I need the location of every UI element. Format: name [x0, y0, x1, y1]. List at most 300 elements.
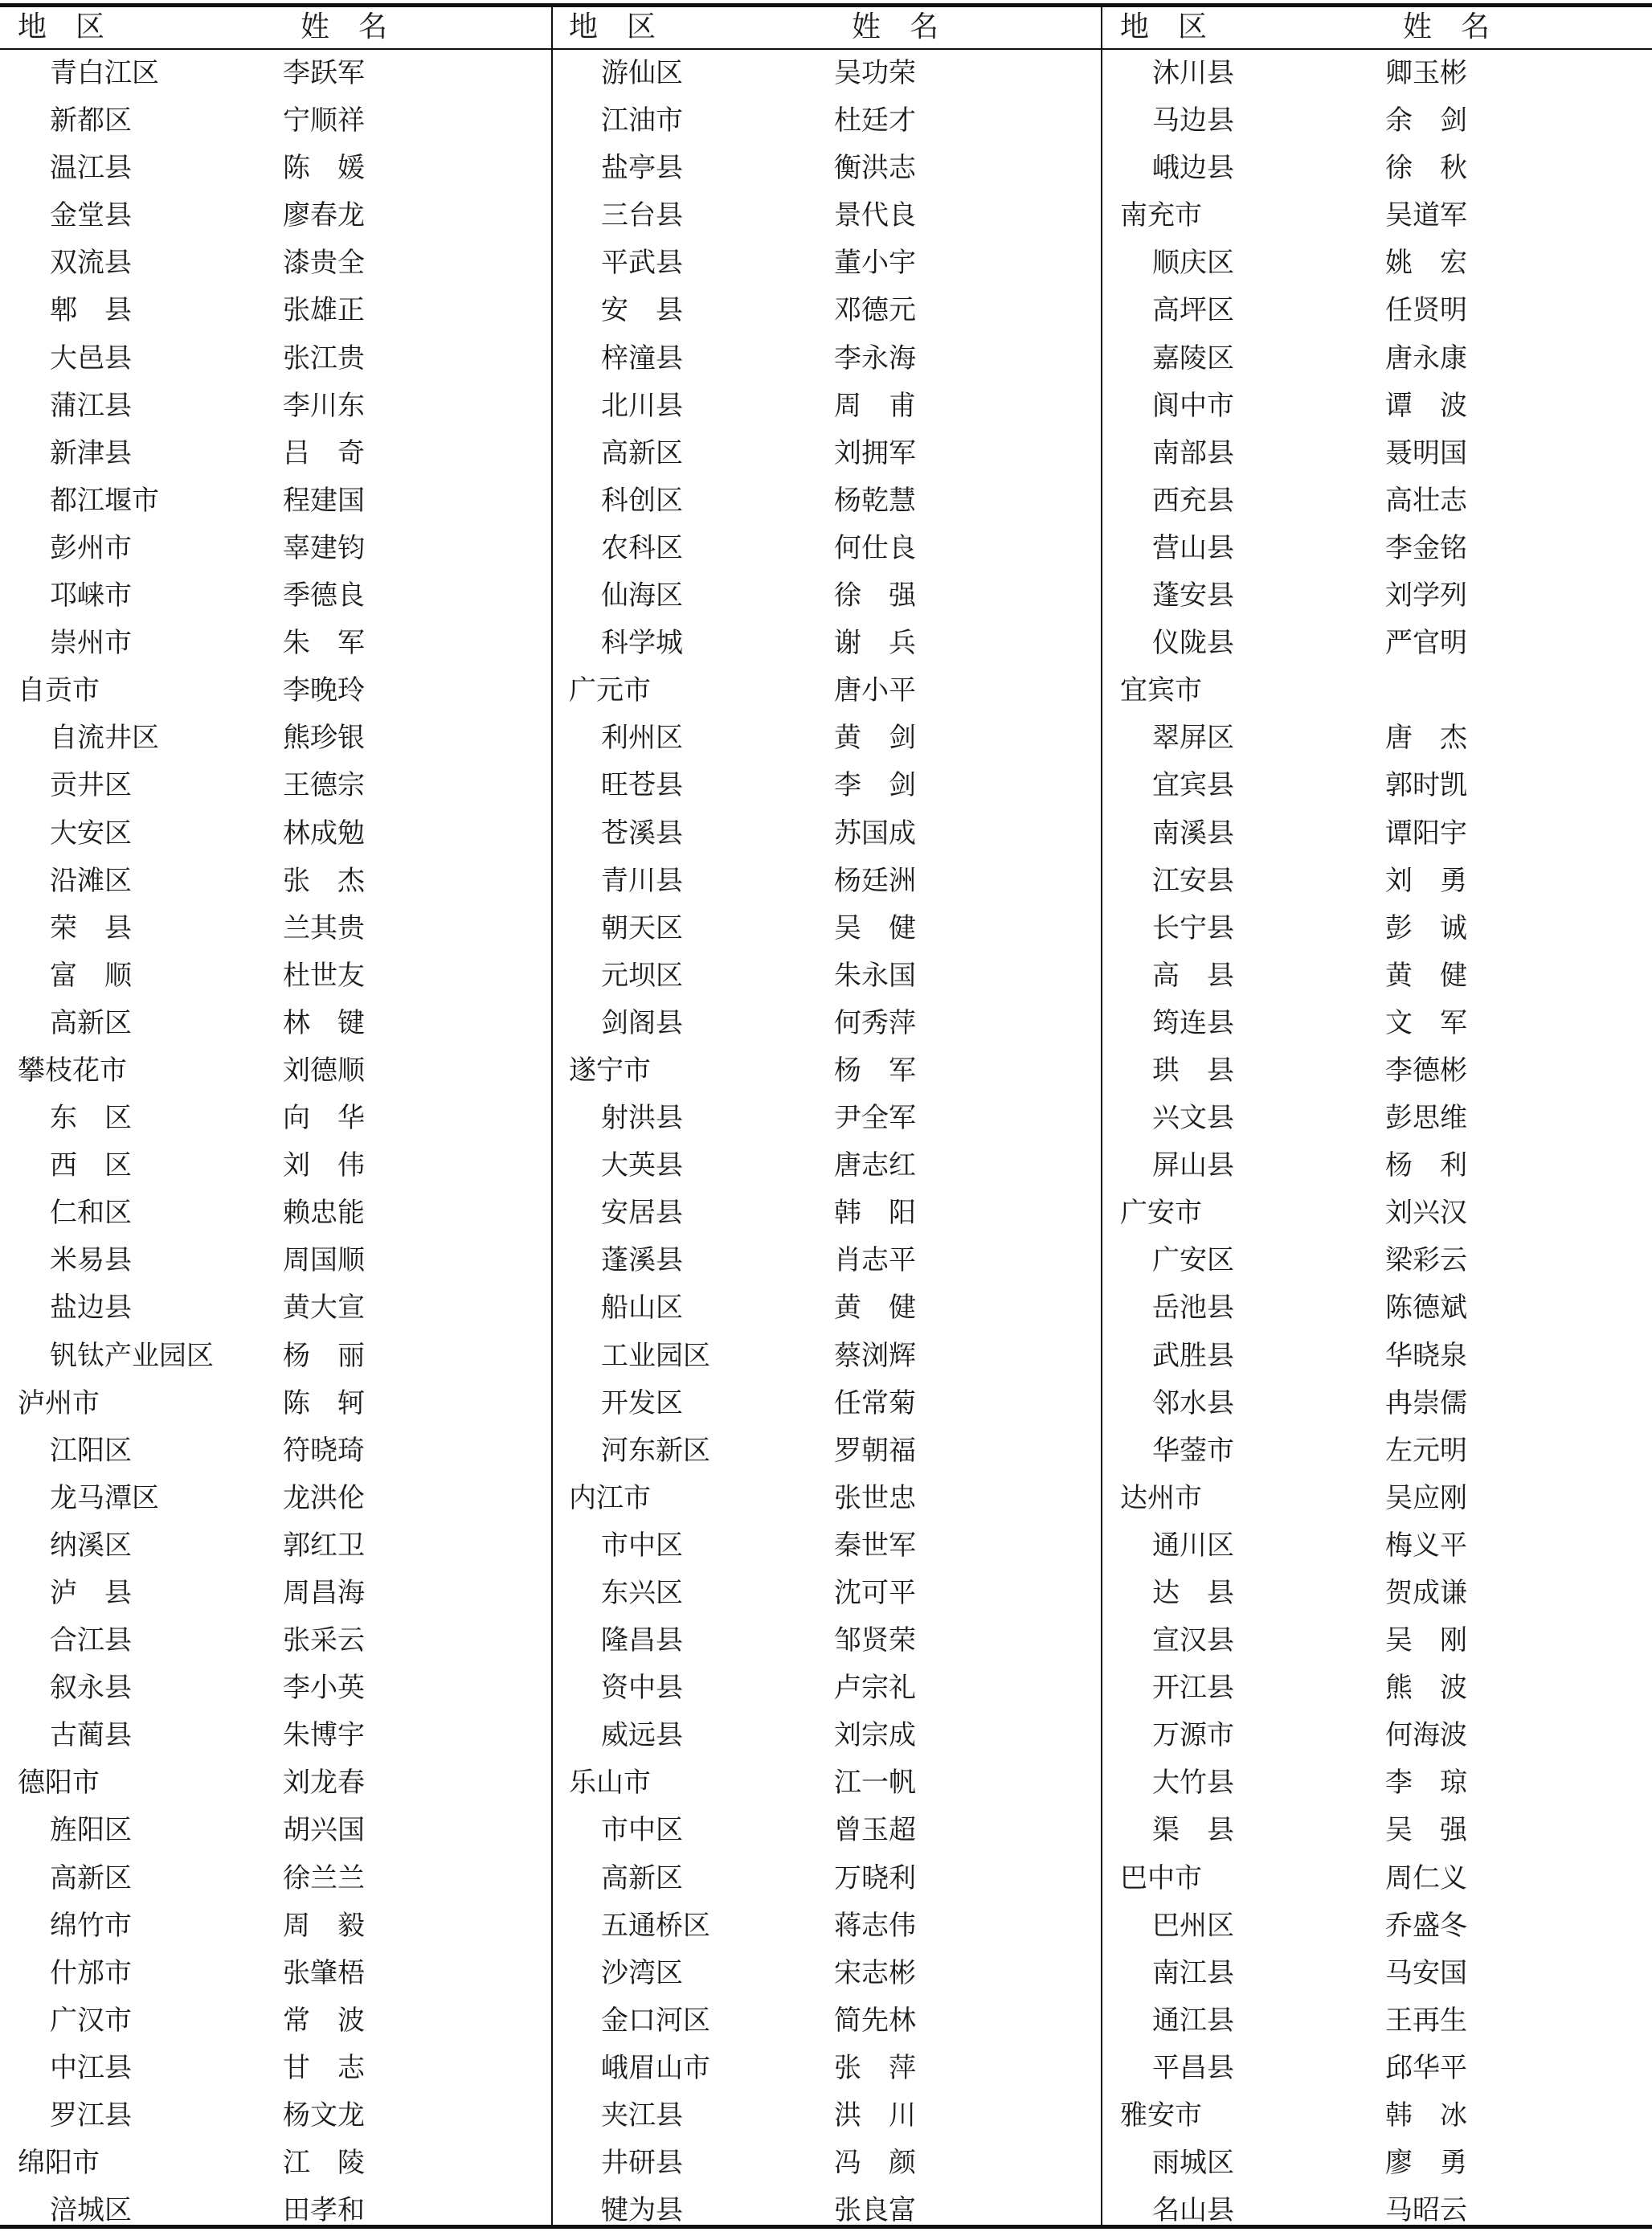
table-row — [551, 97, 1101, 145]
area-name: 峨边县 — [1152, 152, 1234, 185]
table-row — [551, 1665, 1101, 1712]
area-name: 筠连县 — [1152, 1006, 1234, 1039]
area-name: 渠 县 — [1152, 1814, 1234, 1847]
area-name: 开江县 — [1152, 1672, 1234, 1705]
area-name: 大邑县 — [50, 342, 132, 375]
table-row — [0, 1902, 550, 1950]
area-name: 阆中市 — [1152, 389, 1234, 422]
person-name: 郭时凯 — [1385, 769, 1467, 802]
area-name: 开发区 — [601, 1386, 683, 1419]
person-name: 黄 健 — [834, 1292, 916, 1325]
area-name: 达 县 — [1152, 1577, 1234, 1609]
person-name: 向 华 — [283, 1102, 365, 1135]
table-row — [0, 145, 550, 192]
person-name: 陈 媛 — [283, 152, 365, 185]
person-name: 马昭云 — [1385, 2194, 1467, 2227]
area-name: 荣 县 — [50, 911, 132, 944]
area-name: 农科区 — [601, 531, 683, 564]
area-name: 古蔺县 — [50, 1719, 132, 1752]
table-row — [551, 1237, 1101, 1284]
table-row — [0, 2092, 550, 2140]
person-name: 邱华平 — [1385, 2051, 1467, 2084]
area-name: 雅安市 — [1120, 2099, 1202, 2132]
area-name: 通江县 — [1152, 2004, 1234, 2037]
area-name: 名山县 — [1152, 2194, 1234, 2227]
table-row — [551, 2187, 1101, 2234]
table-row — [0, 477, 550, 525]
person-name: 左元明 — [1385, 1434, 1467, 1467]
table-row — [0, 192, 550, 240]
area-name: 青白江区 — [50, 57, 159, 89]
table-row — [551, 1807, 1101, 1854]
person-name: 张雄正 — [283, 294, 365, 327]
table-row — [1102, 715, 1652, 762]
person-name: 谢 兵 — [834, 627, 916, 660]
table-row — [0, 287, 550, 334]
person-name: 李晚玲 — [283, 674, 365, 707]
area-name: 贡井区 — [50, 769, 132, 802]
city-row — [0, 1759, 550, 1807]
area-name: 邛崃市 — [50, 579, 132, 612]
person-name: 黄大宣 — [283, 1292, 365, 1325]
table-row — [0, 715, 550, 762]
table-row — [551, 1333, 1101, 1380]
area-name: 江油市 — [601, 104, 683, 137]
person-name: 徐兰兰 — [283, 1861, 365, 1894]
area-name: 自贡市 — [18, 674, 100, 707]
area-name: 东 区 — [50, 1102, 132, 1135]
person-name: 梅义平 — [1385, 1529, 1467, 1562]
person-name: 李德彬 — [1385, 1054, 1467, 1087]
city-row — [1102, 192, 1652, 240]
area-name: 旌阳区 — [50, 1814, 132, 1847]
table-row — [0, 810, 550, 858]
person-name: 杜廷才 — [834, 104, 916, 137]
area-name: 大安区 — [50, 817, 132, 850]
person-name: 蒋志伟 — [834, 1909, 916, 1942]
person-name: 吴应刚 — [1385, 1481, 1467, 1514]
person-name: 杜世友 — [283, 959, 365, 992]
area-name: 南部县 — [1152, 436, 1234, 469]
area-name: 西充县 — [1152, 484, 1234, 517]
area-name: 巴中市 — [1120, 1861, 1202, 1894]
area-name: 沙湾区 — [601, 1956, 683, 1989]
area-name: 华蓥市 — [1152, 1434, 1234, 1467]
table-row — [551, 2092, 1101, 2140]
person-name: 唐志红 — [834, 1149, 916, 1182]
table-row — [1102, 240, 1652, 287]
person-name: 徐 秋 — [1385, 152, 1467, 185]
table-row — [0, 905, 550, 952]
person-name: 乔盛冬 — [1385, 1909, 1467, 1942]
table-row — [0, 620, 550, 667]
table-row — [1102, 905, 1652, 952]
table-row — [1102, 383, 1652, 430]
table-row — [551, 1950, 1101, 1997]
area-name: 资中县 — [601, 1672, 683, 1705]
person-name: 沈可平 — [834, 1577, 916, 1609]
area-name: 崇州市 — [50, 627, 132, 660]
person-name: 刘兴汉 — [1385, 1197, 1467, 1230]
area-name: 大英县 — [601, 1149, 683, 1182]
area-name: 绵阳市 — [18, 2147, 100, 2180]
area-name: 德阳市 — [18, 1767, 100, 1800]
area-name: 安居县 — [601, 1197, 683, 1230]
area-name: 纳溪区 — [50, 1529, 132, 1562]
area-name: 平昌县 — [1152, 2051, 1234, 2084]
table-row — [1102, 2187, 1652, 2234]
area-name: 青川县 — [601, 864, 683, 897]
person-name: 周昌海 — [283, 1577, 365, 1609]
table-row — [0, 1712, 550, 1759]
person-name: 尹全军 — [834, 1102, 916, 1135]
person-name: 姚 宏 — [1385, 247, 1467, 280]
person-name: 刘 勇 — [1385, 864, 1467, 897]
header-name: 姓 名 — [301, 10, 388, 43]
area-name: 都江堰市 — [50, 484, 159, 517]
area-name: 江阳区 — [50, 1434, 132, 1467]
person-name: 谭 波 — [1385, 389, 1467, 422]
person-name: 张肇梧 — [283, 1956, 365, 1989]
table-row — [551, 145, 1101, 192]
person-name: 邓德元 — [834, 294, 916, 327]
area-name: 南充市 — [1120, 199, 1202, 232]
area-name: 金堂县 — [50, 199, 132, 232]
table-row — [551, 1427, 1101, 1475]
person-name: 景代良 — [834, 199, 916, 232]
person-name: 华晓泉 — [1385, 1339, 1467, 1372]
person-name: 李川东 — [283, 389, 365, 422]
area-name: 蓬溪县 — [601, 1244, 683, 1277]
area-name: 合江县 — [50, 1624, 132, 1657]
table-row — [0, 572, 550, 620]
table-row — [0, 858, 550, 905]
area-name: 广安区 — [1152, 1244, 1234, 1277]
area-name: 泸州市 — [18, 1386, 100, 1419]
area-name: 盐亭县 — [601, 152, 683, 185]
person-name: 熊珍银 — [283, 722, 365, 755]
table-row — [551, 1000, 1101, 1047]
area-name: 宜宾市 — [1120, 674, 1202, 707]
person-name: 彭思维 — [1385, 1102, 1467, 1135]
table-row — [551, 715, 1101, 762]
person-name: 张世忠 — [834, 1481, 916, 1514]
city-row — [551, 1759, 1101, 1807]
city-row — [1102, 1190, 1652, 1237]
area-name: 高 县 — [1152, 959, 1234, 992]
person-name: 韩 冰 — [1385, 2099, 1467, 2132]
table-row — [551, 1380, 1101, 1427]
area-name: 船山区 — [601, 1292, 683, 1325]
area-name: 平武县 — [601, 247, 683, 280]
table-row — [1102, 477, 1652, 525]
table-row — [551, 383, 1101, 430]
area-name: 兴文县 — [1152, 1102, 1234, 1135]
table-row — [551, 952, 1101, 1000]
person-name: 朱永国 — [834, 959, 916, 992]
area-name: 射洪县 — [601, 1102, 683, 1135]
city-row — [1102, 2092, 1652, 2140]
person-name: 何仕良 — [834, 531, 916, 564]
person-name: 熊 波 — [1385, 1672, 1467, 1705]
city-row — [0, 667, 550, 715]
table-row — [551, 1095, 1101, 1142]
area-name: 蒲江县 — [50, 389, 132, 422]
table-row — [1102, 1997, 1652, 2045]
person-name: 李 琼 — [1385, 1767, 1467, 1800]
person-name: 唐 杰 — [1385, 722, 1467, 755]
person-name: 李 剑 — [834, 769, 916, 802]
table-row — [0, 1855, 550, 1902]
person-name: 卿玉彬 — [1385, 57, 1467, 89]
person-name: 文 军 — [1385, 1006, 1467, 1039]
area-name: 市中区 — [601, 1814, 683, 1847]
person-name: 张采云 — [283, 1624, 365, 1657]
area-name: 高坪区 — [1152, 294, 1234, 327]
area-name: 广安市 — [1120, 1197, 1202, 1230]
area-name: 泸 县 — [50, 1577, 132, 1609]
table-row — [551, 1997, 1101, 2045]
table-row — [0, 1190, 550, 1237]
area-name: 富 顺 — [50, 959, 132, 992]
table-row — [0, 50, 550, 97]
person-name: 周 甫 — [834, 389, 916, 422]
table-row — [0, 240, 550, 287]
person-name: 韩 阳 — [834, 1197, 916, 1230]
person-name: 蔡浏辉 — [834, 1339, 916, 1372]
person-name: 梁彩云 — [1385, 1244, 1467, 1277]
area-name: 内江市 — [569, 1481, 651, 1514]
person-name: 宁顺祥 — [283, 104, 365, 137]
person-name: 田孝和 — [283, 2194, 365, 2227]
area-name: 梓潼县 — [601, 342, 683, 375]
person-name: 王德宗 — [283, 769, 365, 802]
person-name: 何海波 — [1385, 1719, 1467, 1752]
header-name: 姓 名 — [852, 10, 939, 43]
area-name: 广汉市 — [50, 2004, 132, 2037]
header-area: 地 区 — [569, 10, 656, 43]
person-name: 程建国 — [283, 484, 365, 517]
table-row — [0, 952, 550, 1000]
area-name: 工业园区 — [601, 1339, 710, 1372]
person-name: 张 萍 — [834, 2051, 916, 2084]
table-row — [0, 1570, 550, 1617]
area-name: 高新区 — [50, 1861, 132, 1894]
table-row — [1102, 1759, 1652, 1807]
table-row — [0, 1237, 550, 1284]
header-area: 地 区 — [18, 10, 105, 43]
area-name: 郫 县 — [50, 294, 132, 327]
table-row — [1102, 145, 1652, 192]
table-row — [1102, 335, 1652, 383]
table-row — [551, 1570, 1101, 1617]
table-row — [0, 762, 550, 809]
table-row — [1102, 1427, 1652, 1475]
table-row — [1102, 810, 1652, 858]
area-name: 屏山县 — [1152, 1149, 1234, 1182]
person-name: 李跃军 — [283, 57, 365, 89]
area-name: 遂宁市 — [569, 1054, 651, 1087]
person-name: 陈 轲 — [283, 1386, 365, 1419]
person-name: 卢宗礼 — [834, 1672, 916, 1705]
area-name: 东兴区 — [601, 1577, 683, 1609]
area-name: 长宁县 — [1152, 911, 1234, 944]
area-name: 绵竹市 — [50, 1909, 132, 1942]
person-name: 陈德斌 — [1385, 1292, 1467, 1325]
table-row — [1102, 2140, 1652, 2187]
area-name: 广元市 — [569, 674, 651, 707]
area-name: 通川区 — [1152, 1529, 1234, 1562]
person-name: 张良富 — [834, 2194, 916, 2227]
header-name: 姓 名 — [1403, 10, 1490, 43]
person-name: 廖春龙 — [283, 199, 365, 232]
area-name: 沿滩区 — [50, 864, 132, 897]
table-row — [0, 1475, 550, 1522]
person-name: 周 毅 — [283, 1909, 365, 1942]
area-name: 安 县 — [601, 294, 683, 327]
city-row — [1102, 1475, 1652, 1522]
person-name: 聂明国 — [1385, 436, 1467, 469]
header-area: 地 区 — [1120, 10, 1208, 43]
area-name: 苍溪县 — [601, 817, 683, 850]
table-row — [551, 762, 1101, 809]
person-name: 季德良 — [283, 579, 365, 612]
area-name: 岳池县 — [1152, 1292, 1234, 1325]
table-row — [0, 1095, 550, 1142]
person-name: 杨 军 — [834, 1054, 916, 1087]
area-name: 盐边县 — [50, 1292, 132, 1325]
person-name: 刘德顺 — [283, 1054, 365, 1087]
table-row — [0, 1284, 550, 1332]
area-name: 金口河区 — [601, 2004, 710, 2037]
area-name: 雨城区 — [1152, 2147, 1234, 2180]
area-name: 万源市 — [1152, 1719, 1234, 1752]
person-name: 刘 伟 — [283, 1149, 365, 1182]
person-name: 吴功荣 — [834, 57, 916, 89]
table-row — [551, 1522, 1101, 1570]
area-name: 巴州区 — [1152, 1909, 1234, 1942]
table-row — [0, 335, 550, 383]
rows — [0, 50, 550, 2234]
person-name: 江 陵 — [283, 2147, 365, 2180]
person-name: 胡兴国 — [283, 1814, 365, 1847]
city-row — [1102, 667, 1652, 715]
person-name: 符晓琦 — [283, 1434, 365, 1467]
table-row — [551, 2140, 1101, 2187]
table-row — [1102, 952, 1652, 1000]
area-name: 大竹县 — [1152, 1767, 1234, 1800]
table-row — [0, 525, 550, 572]
table-row — [1102, 97, 1652, 145]
area-name: 涪城区 — [50, 2194, 132, 2227]
table-row — [0, 430, 550, 477]
city-row — [0, 1047, 550, 1095]
person-name: 肖志平 — [834, 1244, 916, 1277]
table-row — [551, 240, 1101, 287]
person-name: 严官明 — [1385, 627, 1467, 660]
area-name: 沐川县 — [1152, 57, 1234, 89]
table-row — [1102, 620, 1652, 667]
person-name: 刘宗成 — [834, 1719, 916, 1752]
table-row — [551, 1855, 1101, 1902]
city-row — [0, 1380, 550, 1427]
person-name: 高壮志 — [1385, 484, 1467, 517]
person-name: 贺成谦 — [1385, 1577, 1467, 1609]
table-row — [551, 430, 1101, 477]
person-name: 龙洪伦 — [283, 1481, 365, 1514]
table-row — [551, 50, 1101, 97]
table-row — [0, 1000, 550, 1047]
rows — [551, 50, 1101, 2234]
person-name: 漆贵全 — [283, 247, 365, 280]
table-row — [0, 1333, 550, 1380]
person-name: 邹贤荣 — [834, 1624, 916, 1657]
city-row — [551, 1475, 1101, 1522]
table-row — [551, 858, 1101, 905]
person-name: 林成勉 — [283, 817, 365, 850]
table-row — [1102, 1807, 1652, 1854]
area-name: 米易县 — [50, 1244, 132, 1277]
area-name: 仁和区 — [50, 1197, 132, 1230]
city-row — [551, 667, 1101, 715]
table-row — [1102, 1047, 1652, 1095]
area-name: 自流井区 — [50, 722, 159, 755]
area-name: 钒钛产业园区 — [50, 1339, 214, 1372]
area-name: 北川县 — [601, 389, 683, 422]
area-name: 什邡市 — [50, 1956, 132, 1989]
table-row — [551, 1142, 1101, 1190]
person-name: 杨廷洲 — [834, 864, 916, 897]
person-name: 刘拥军 — [834, 436, 916, 469]
area-name: 五通桥区 — [601, 1909, 710, 1942]
table-row — [1102, 1000, 1652, 1047]
area-name: 罗江县 — [50, 2099, 132, 2132]
area-name: 南溪县 — [1152, 817, 1234, 850]
table-row — [0, 97, 550, 145]
table-row — [551, 810, 1101, 858]
person-name: 万晓利 — [834, 1861, 916, 1894]
city-row — [0, 2140, 550, 2187]
person-name: 余 剑 — [1385, 104, 1467, 137]
person-name: 杨 丽 — [283, 1339, 365, 1372]
area-name: 叙永县 — [50, 1672, 132, 1705]
area-name: 游仙区 — [601, 57, 683, 89]
person-name: 朱 军 — [283, 627, 365, 660]
table-row — [1102, 762, 1652, 809]
city-row — [1102, 1855, 1652, 1902]
area-name: 仙海区 — [601, 579, 683, 612]
person-name: 谭阳宇 — [1385, 817, 1467, 850]
person-name: 李小英 — [283, 1672, 365, 1705]
table-row — [1102, 1902, 1652, 1950]
table-row — [551, 905, 1101, 952]
area-name: 翠屏区 — [1152, 722, 1234, 755]
area-name: 科学城 — [601, 627, 683, 660]
person-name: 吴 强 — [1385, 1814, 1467, 1847]
area-name: 井研县 — [601, 2147, 683, 2180]
area-name: 峨眉山市 — [601, 2051, 710, 2084]
area-name: 攀枝花市 — [18, 1054, 127, 1087]
person-name: 周国顺 — [283, 1244, 365, 1277]
person-name: 吴 健 — [834, 911, 916, 944]
area-name: 新都区 — [50, 104, 132, 137]
table-row — [551, 1190, 1101, 1237]
area-name: 嘉陵区 — [1152, 342, 1234, 375]
table-row — [0, 383, 550, 430]
person-name: 赖忠能 — [283, 1197, 365, 1230]
person-name: 李金铭 — [1385, 531, 1467, 564]
person-name: 洪 川 — [834, 2099, 916, 2132]
